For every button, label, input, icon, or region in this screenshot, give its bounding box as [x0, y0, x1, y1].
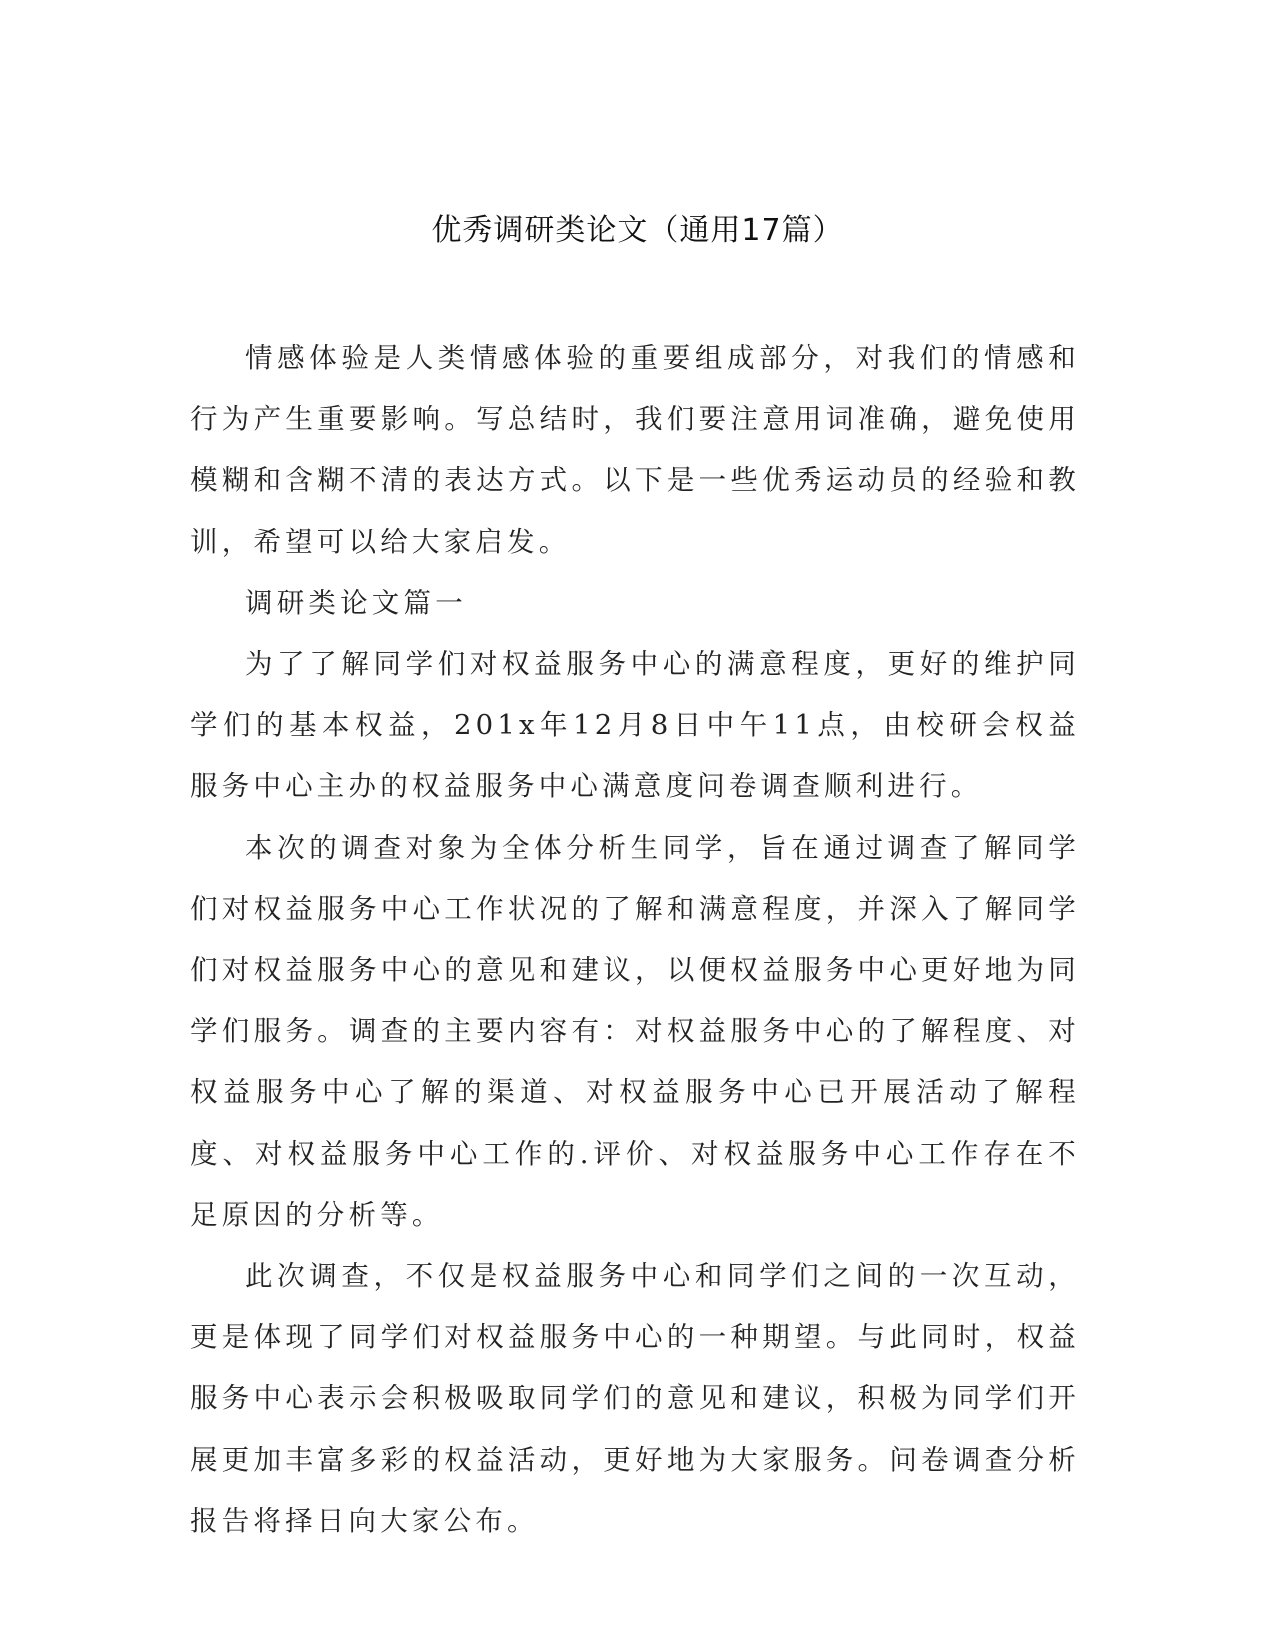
body-paragraph: 为了了解同学们对权益服务中心的满意程度，更好的维护同学们的基本权益，201x年12月8日中午11点，由校研会权益服务中心主办的权益服务中心满意度问卷调查顺利进行。 — [190, 648, 1080, 803]
section-heading: 调研类论文篇一 — [245, 586, 467, 619]
body-paragraph: 此次调查，不仅是权益服务中心和同学们之间的一次互动，更是体现了同学们对权益服务中心的一种期望。与此同时，权益服务中心表示会积极吸取同学们的意见和建议，积极为同学们开展更加丰富多彩的权益活动，更好地为大家服务。问卷调查分析报告将择日向大家公布。 — [190, 1260, 1080, 1537]
intro-paragraph: 情感体验是人类情感体验的重要组成部分，对我们的情感和行为产生重要影响。写总结时，我们要注意用词准确，避免使用模糊和含糊不清的表达方式。以下是一些优秀运动员的经验和教训，希望可以给大家启发。 — [190, 342, 1080, 558]
document-body — [190, 328, 1080, 1552]
body-paragraph: 本次的调查对象为全体分析生同学，旨在通过调查了解同学们对权益服务中心工作状况的了解和满意程度，并深入了解同学们对权益服务中心的意见和建议，以便权益服务中心更好地为同学们服务。调查的主要内容有：对权益服务中心的了解程度、对权益服务中心了解的渠道、对权益服务中心已开展活动了解程度、对权益服务中心工作的.评价、对权益服务中心工作存在不足原因的分析等。 — [190, 831, 1080, 1231]
document-title: 优秀调研类论文（通用17篇） — [431, 213, 844, 248]
